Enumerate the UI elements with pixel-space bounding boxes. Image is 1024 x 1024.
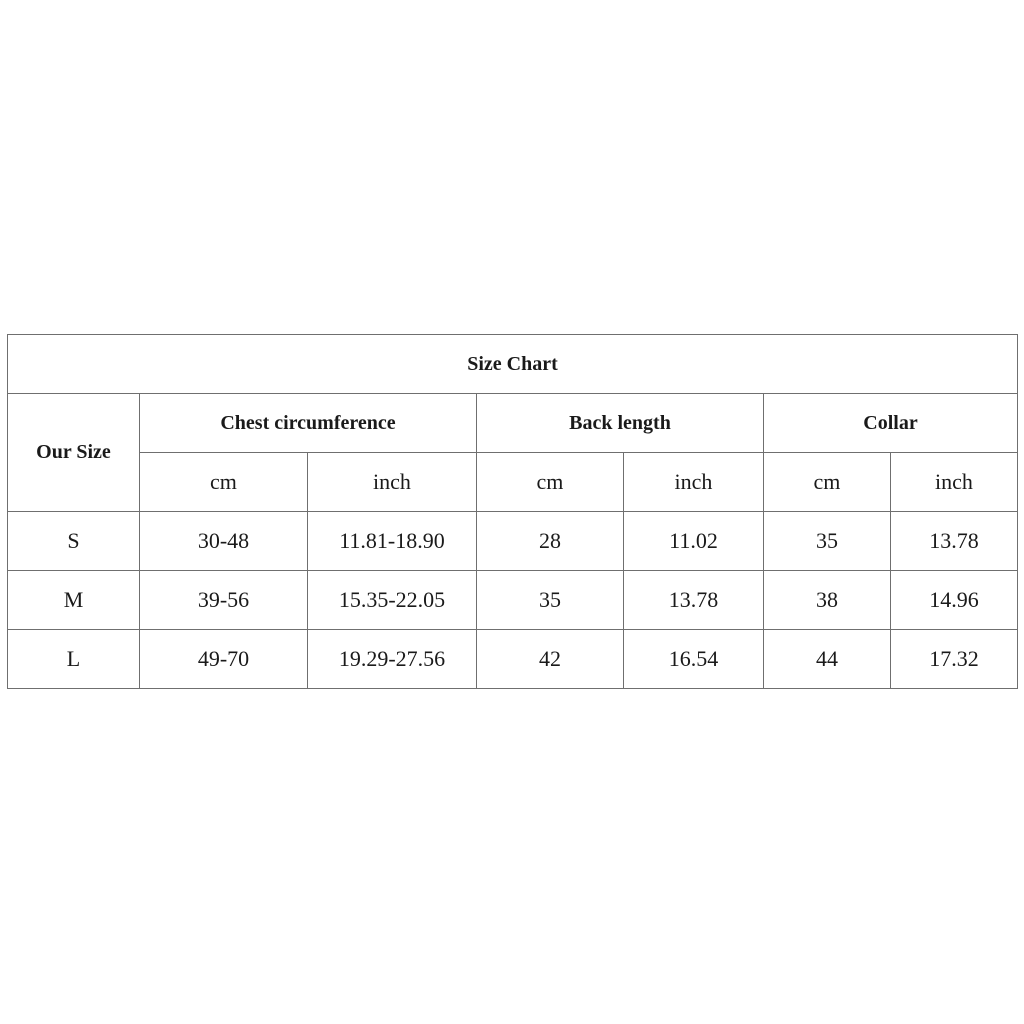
size-chart-table xyxy=(7,334,1018,689)
chest-inch-cell: 19.29-27.56 xyxy=(308,630,477,689)
back-inch-cell: 16.54 xyxy=(624,630,764,689)
back-cm-cell: 35 xyxy=(477,571,624,630)
unit-back-inch: inch xyxy=(624,453,764,512)
collar-inch-cell: 17.32 xyxy=(891,630,1018,689)
collar-inch-cell: 14.96 xyxy=(891,571,1018,630)
table-row xyxy=(8,630,1018,689)
header-collar: Collar xyxy=(764,394,1018,453)
unit-chest-cm: cm xyxy=(140,453,308,512)
title-row xyxy=(8,335,1018,394)
chest-cm-cell: 30-48 xyxy=(140,512,308,571)
chest-inch-cell: 11.81-18.90 xyxy=(308,512,477,571)
table-row xyxy=(8,571,1018,630)
unit-chest-inch: inch xyxy=(308,453,477,512)
table-title: Size Chart xyxy=(8,335,1018,394)
chest-cm-cell: 39-56 xyxy=(140,571,308,630)
table-row xyxy=(8,512,1018,571)
back-inch-cell: 13.78 xyxy=(624,571,764,630)
back-cm-cell: 42 xyxy=(477,630,624,689)
collar-cm-cell: 35 xyxy=(764,512,891,571)
collar-cm-cell: 38 xyxy=(764,571,891,630)
header-back-length: Back length xyxy=(477,394,764,453)
row-size-cell: M xyxy=(8,571,140,630)
unit-collar-inch: inch xyxy=(891,453,1018,512)
header-row-units xyxy=(8,453,1018,512)
back-inch-cell: 11.02 xyxy=(624,512,764,571)
header-our-size: Our Size xyxy=(8,394,140,512)
unit-back-cm: cm xyxy=(477,453,624,512)
header-row-groups xyxy=(8,394,1018,453)
collar-cm-cell: 44 xyxy=(764,630,891,689)
header-chest-circumference: Chest circumference xyxy=(140,394,477,453)
row-size-cell: L xyxy=(8,630,140,689)
back-cm-cell: 28 xyxy=(477,512,624,571)
chest-inch-cell: 15.35-22.05 xyxy=(308,571,477,630)
collar-inch-cell: 13.78 xyxy=(891,512,1018,571)
unit-collar-cm: cm xyxy=(764,453,891,512)
row-size-cell: S xyxy=(8,512,140,571)
chest-cm-cell: 49-70 xyxy=(140,630,308,689)
